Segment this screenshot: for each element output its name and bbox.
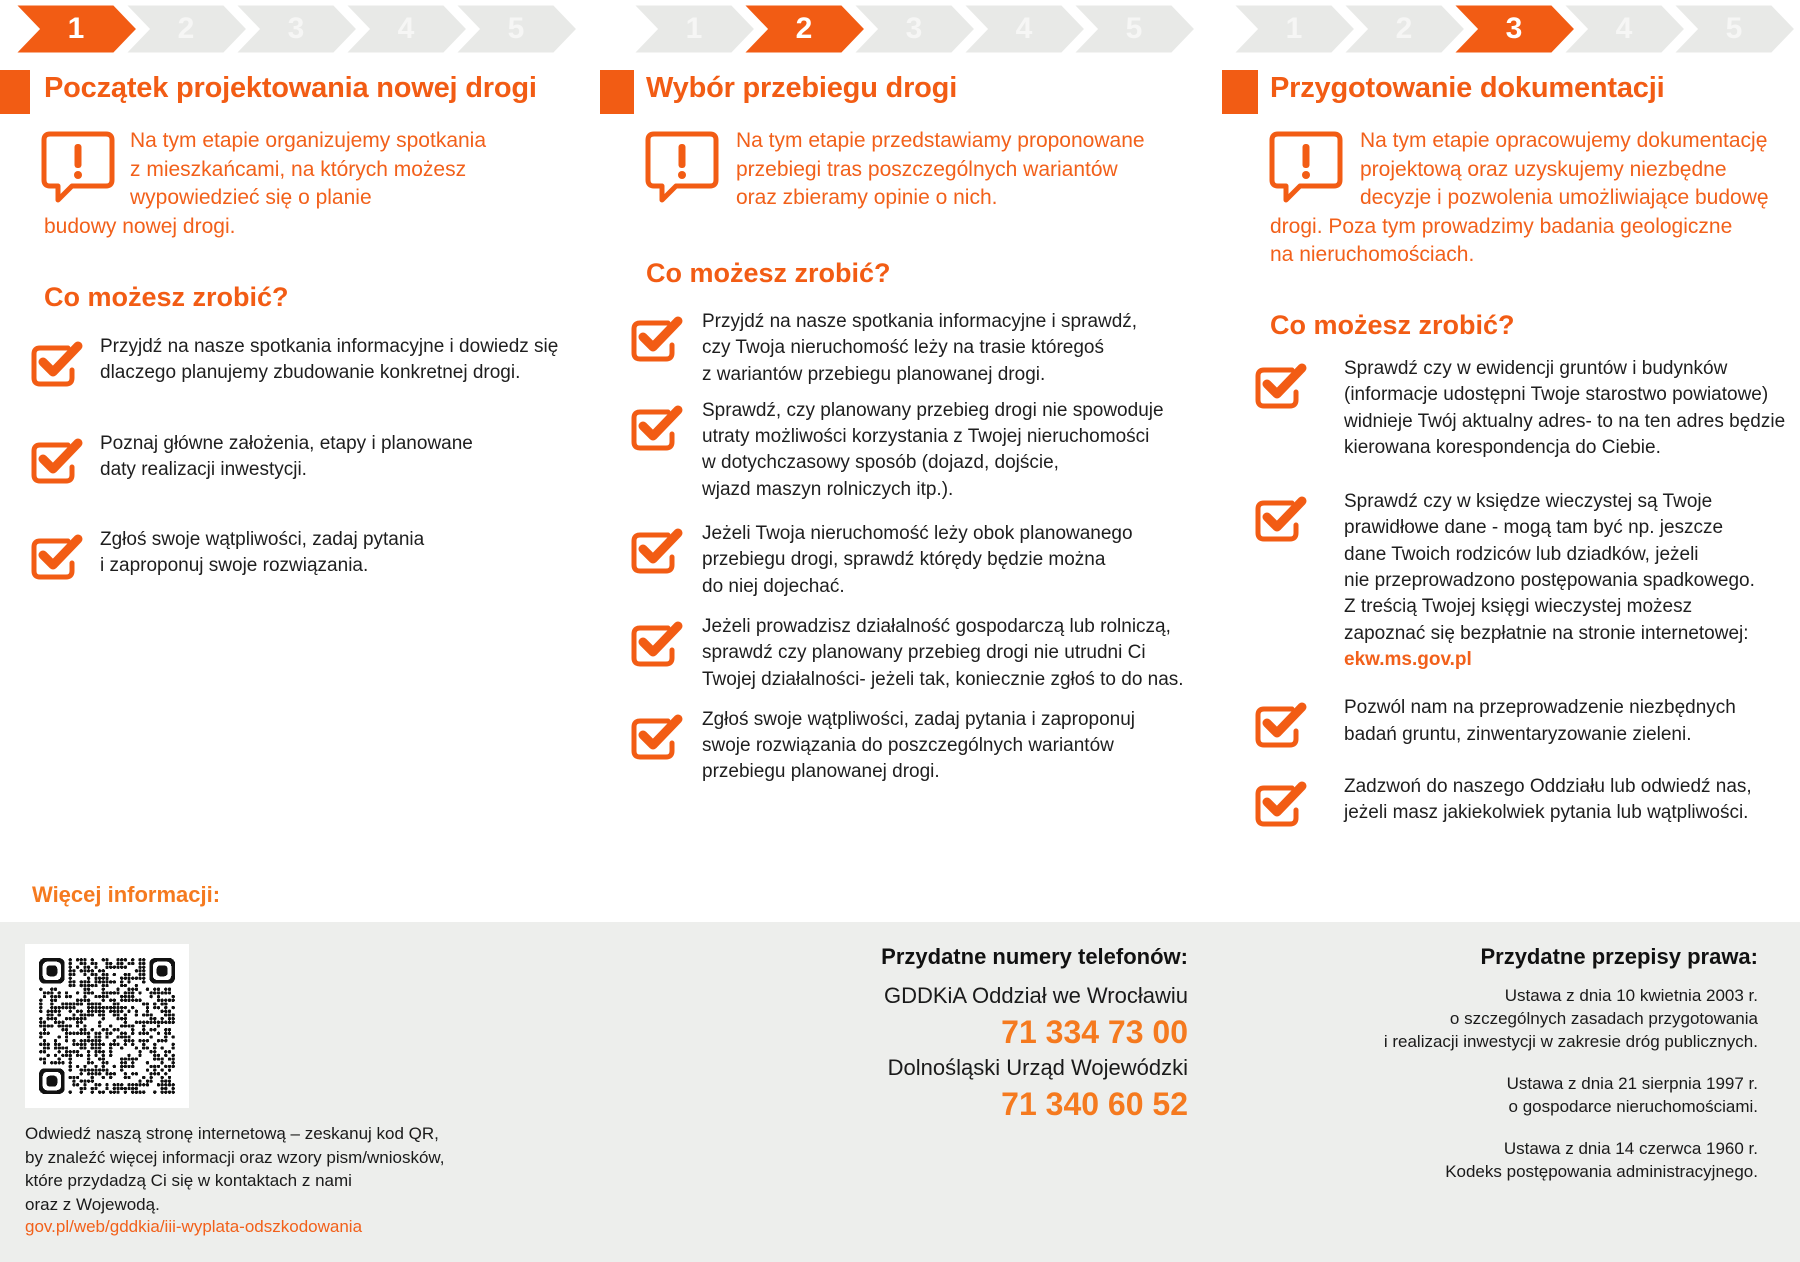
checkbox-checked-icon (1254, 493, 1310, 543)
todo-line: Zgłoś swoje wątpliwości, zadaj pytania (100, 529, 425, 551)
law-line: Kodeks postępowania administracyjnego. (1445, 1162, 1758, 1181)
todo-item (1254, 489, 1785, 673)
todo-line: Jeżeli prowadzisz działalność gospodarczą lub rolniczą, (702, 615, 1171, 637)
todo-line: nie przeprowadzono postępowania spadkowego. (1344, 570, 1755, 592)
todo-line: Zadzwoń do naszego Oddziału lub odwiedź nas, (1344, 775, 1752, 797)
intro-line: Na tym etapie przedstawiamy proponowane (736, 129, 1145, 152)
legal-acts-section (1384, 944, 1758, 1202)
land-registry-link[interactable]: ekw.ms.gov.pl (1344, 648, 1472, 670)
todo-line: Poznaj główne założenia, etapy i planowane (100, 432, 473, 454)
intro-line: Na tym etapie opracowujemy dokumentację (1360, 129, 1768, 152)
checkbox-checked-icon (630, 313, 686, 363)
step-5 (1672, 4, 1782, 54)
phone-institution: GDDKiA Oddział we Wrocławiu (883, 983, 1188, 1008)
todo-list (1254, 356, 1785, 826)
stage-intro (644, 127, 1145, 213)
law-line: o szczególnych zasadach przygotowania (1449, 1009, 1758, 1028)
todo-line: Pozwól nam na przeprowadzenie niezbędnych (1344, 697, 1736, 719)
todo-line: kierowana korespondencja do Ciebie. (1344, 436, 1661, 458)
todo-item (630, 707, 1184, 786)
todo-line: zapoznać się bezpłatnie na stronie internetowej: (1344, 622, 1749, 644)
step-number: 5 (507, 12, 525, 45)
step-number: 4 (1015, 12, 1033, 45)
todo-item (1254, 356, 1785, 461)
todo-item (630, 398, 1184, 503)
law-line: o gospodarce nieruchomościami. (1508, 1097, 1758, 1116)
step-3 (852, 4, 962, 54)
intro-line: decyzje i pozwolenia umożliwiające budowę (1360, 186, 1769, 209)
todo-line: daty realizacji inwestycji. (100, 458, 307, 480)
law-line: Ustawa z dnia 21 sierpnia 1997 r. (1506, 1074, 1758, 1093)
step-2 (1342, 4, 1452, 54)
title-accent-bar (1222, 70, 1258, 114)
title-accent-bar (600, 70, 634, 114)
step-number: 4 (397, 12, 415, 45)
phone-number[interactable]: 71 340 60 52 (1001, 1086, 1188, 1122)
todo-item (1254, 774, 1785, 827)
step-4 (344, 4, 454, 54)
step-number: 3 (1505, 12, 1523, 45)
intro-line: projektową oraz uzyskujemy niezbędne (1360, 157, 1727, 181)
todo-line: badań gruntu, zinwentaryzowanie zieleni. (1344, 723, 1692, 745)
phone-institution: Dolnośląski Urząd Wojewódzki (887, 1055, 1188, 1080)
todo-line: Twojej działalności- jeżeli tak, koniecznie zgłoś to do nas. (702, 668, 1184, 690)
intro-line: drogi. Poza tym prowadzimy badania geologiczne (1270, 214, 1733, 238)
todo-line: prawidłowe dane - mogą tam być np. jeszcze (1344, 517, 1724, 539)
todo-line: przebiegu drogi, sprawdź którędy będzie można (702, 549, 1106, 571)
todo-line: (informacje udostępni Twoje starostwo powiatowe) (1344, 384, 1769, 406)
todo-line: czy Twoja nieruchomość leży na trasie któregoś (702, 337, 1104, 359)
todo-line: utraty możliwości korzystania z Twojej nieruchomości (702, 426, 1150, 448)
step-5 (454, 4, 564, 54)
qr-text-line: które przydadzą Ci się w kontaktach z nami (25, 1171, 352, 1190)
stage-intro (44, 127, 486, 241)
laws-heading: Przydatne przepisy prawa: (1480, 944, 1758, 969)
todo-line: przebiegu planowanej drogi. (702, 761, 940, 783)
todo-list (630, 309, 1184, 786)
todo-line: Sprawdź czy w księdze wieczystej są Twoje (1344, 491, 1713, 513)
step-number: 2 (1395, 12, 1413, 45)
checkbox-checked-icon (630, 402, 686, 452)
step-1 (632, 4, 742, 54)
todo-line: swoje rozwiązania do poszczególnych wariantów (702, 735, 1114, 757)
step-3-active (1452, 4, 1562, 54)
checkbox-checked-icon (630, 618, 686, 668)
law-line: i realizacji inwestycji w zakresie dróg publicznych. (1383, 1032, 1758, 1051)
step-3 (234, 4, 344, 54)
title-accent-bar (0, 70, 30, 114)
step-number: 1 (67, 12, 85, 45)
todo-line: Przyjdź na nasze spotkania informacyjne i dowiedz się (100, 336, 559, 357)
what-can-you-do-heading: Co możesz zrobić? (44, 282, 289, 312)
step-number: 4 (1615, 12, 1633, 45)
todo-line: Z treścią Twojej księgi wieczystej możesz (1344, 596, 1693, 618)
todo-line: widnieje Twój aktualny adres- to na ten adres będzie (1344, 410, 1786, 432)
step-4 (1562, 4, 1672, 54)
qr-text-line: by znaleźć więcej informacji oraz wzory pism/wniosków, (25, 1147, 445, 1167)
qr-text-line: Odwiedź naszą stronę internetową – zeskanuj kod QR, (25, 1124, 439, 1143)
step-2 (124, 4, 234, 54)
todo-line: Jeżeli Twoja nieruchomość leży obok planowanego (702, 523, 1133, 545)
stage-title: Wybór przebiegu drogi (646, 72, 958, 104)
todo-line: sprawdź czy planowany przebieg drogi nie utrudni Ci (702, 642, 1146, 664)
stage-title: Przygotowanie dokumentacji (1270, 72, 1665, 104)
what-can-you-do-heading: Co możesz zrobić? (1270, 310, 1515, 340)
intro-line: z mieszkańcami, na których możesz (130, 157, 467, 181)
checkbox-checked-icon (630, 525, 686, 575)
todo-item (30, 431, 558, 484)
todo-line: dlaczego planujemy zbudowanie konkretnej drogi. (100, 362, 521, 384)
checkbox-checked-icon (630, 711, 686, 761)
todo-item (30, 334, 558, 387)
more-info-heading: Więcej informacji: (32, 882, 221, 907)
step-progress-bar (632, 4, 1182, 54)
checkbox-checked-icon (1254, 360, 1310, 410)
checkbox-checked-icon (30, 435, 86, 485)
step-number: 2 (795, 12, 813, 45)
step-4 (962, 4, 1072, 54)
phone-entry (881, 981, 1188, 1053)
law-list (1384, 984, 1758, 1183)
phone-number[interactable]: 71 334 73 00 (1001, 1014, 1188, 1050)
qr-code-icon (39, 958, 175, 1094)
step-1 (1232, 4, 1342, 54)
todo-item (1254, 695, 1785, 748)
step-number: 1 (685, 12, 703, 45)
todo-line: do niej dojechać. (702, 575, 845, 597)
law-entry (1384, 984, 1758, 1053)
todo-line: Zgłoś swoje wątpliwości, zadaj pytania i zaproponuj (702, 708, 1136, 730)
step-number: 2 (177, 12, 195, 45)
checkbox-checked-icon (1254, 778, 1310, 828)
intro-line: wypowiedzieć się o planie (130, 186, 372, 209)
todo-list (30, 334, 558, 580)
todo-line: Sprawdź czy w ewidencji gruntów i budynków (1344, 358, 1728, 379)
todo-line: i zaproponuj swoje rozwiązania. (100, 555, 369, 577)
todo-line: wjazd maszyn rolniczych itp.). (702, 478, 954, 500)
stage-title: Początek projektowania nowej drogi (44, 72, 537, 104)
footer-info-band (0, 922, 1800, 1262)
step-number: 3 (287, 12, 305, 45)
law-entry (1384, 1137, 1758, 1183)
todo-line: Przyjdź na nasze spotkania informacyjne i sprawdź, (702, 311, 1138, 332)
intro-line: budowy nowej drogi. (44, 214, 236, 238)
step-progress-bar (1232, 4, 1782, 54)
checkbox-checked-icon (1254, 699, 1310, 749)
todo-line: jeżeli masz jakiekolwiek pytania lub wątpliwości. (1344, 802, 1749, 824)
todo-line: z wariantów przebiegu planowanej drogi. (702, 363, 1046, 385)
law-line: Ustawa z dnia 10 kwietnia 2003 r. (1504, 986, 1758, 1005)
step-2-active (742, 4, 852, 54)
todo-line: Sprawdź, czy planowany przebieg drogi nie spowoduje (702, 399, 1164, 421)
checkbox-checked-icon (30, 338, 86, 388)
what-can-you-do-heading: Co możesz zrobić? (646, 258, 891, 288)
phones-heading: Przydatne numery telefonów: (881, 944, 1188, 969)
qr-text-line: oraz z Wojewodą. (25, 1194, 160, 1214)
todo-line: dane Twoich rodziców lub dziadków, jeżeli (1344, 543, 1699, 565)
intro-line: Na tym etapie organizujemy spotkania (130, 129, 487, 152)
checkbox-checked-icon (30, 531, 86, 581)
law-line: Ustawa z dnia 14 czerwca 1960 r. (1503, 1139, 1758, 1158)
step-number: 1 (1285, 12, 1303, 45)
phone-numbers-section (881, 944, 1188, 1125)
stage-intro (1270, 127, 1769, 270)
todo-item (30, 527, 558, 580)
website-link[interactable]: gov.pl/web/gddkia/iii-wyplata-odszkodowania (25, 1217, 363, 1236)
todo-item (630, 521, 1184, 600)
todo-line: w dotychczasowy sposób (dojazd, dojście, (702, 452, 1059, 474)
step-number: 5 (1125, 12, 1143, 45)
phone-entry (881, 1053, 1188, 1125)
todo-item (630, 309, 1184, 388)
law-entry (1384, 1072, 1758, 1118)
step-progress-bar (14, 4, 564, 54)
intro-line: przebiegi tras poszczególnych wariantów (736, 157, 1118, 181)
intro-line: oraz zbieramy opinie o nich. (736, 186, 998, 209)
todo-item (630, 614, 1184, 693)
qr-code[interactable] (25, 944, 189, 1108)
step-5 (1072, 4, 1182, 54)
step-number: 3 (905, 12, 923, 45)
qr-description (25, 1122, 444, 1216)
step-number: 5 (1725, 12, 1743, 45)
intro-line: na nieruchomościach. (1270, 243, 1475, 266)
step-1-active (14, 4, 124, 54)
